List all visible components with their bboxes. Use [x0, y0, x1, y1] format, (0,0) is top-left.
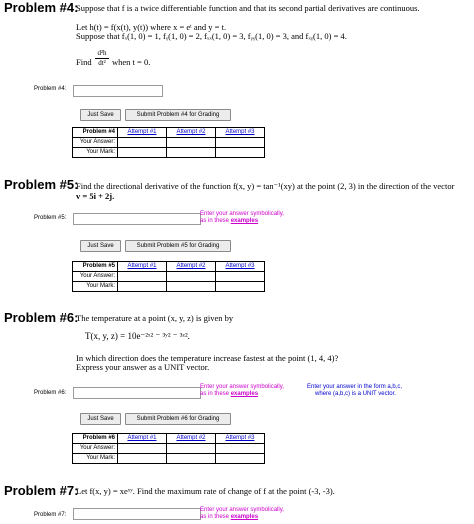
problem-6-answer-input[interactable]	[73, 387, 201, 399]
problem-6-save-button[interactable]: Just Save	[80, 413, 121, 425]
problem-6-format-hint-line1: Enter your answer in the form a,b,c,	[307, 384, 403, 390]
problem-4-heading: Problem #4:	[4, 0, 79, 15]
problem-5-save-button[interactable]: Just Save	[80, 240, 121, 252]
problem-4-suppose-line: Suppose that fₓ(1, 0) = 1, fᵧ(1, 0) = 2, fₓₓ(1, 0) = 3, fᵧᵧ(1, 0) = 3, and fₓᵧ(1, 0) = 4.	[76, 31, 347, 41]
problem-5-hint-prefix: as in these	[200, 218, 231, 224]
problem-5-table-header: Problem #5	[73, 262, 118, 272]
problem-5-vector: v = 5i + 2j.	[76, 191, 115, 201]
problem-6-mark-cell-1	[118, 454, 167, 464]
problem-4-intro: Suppose that f is a twice differentiable function and that its second partial derivatives are continuous.	[76, 3, 420, 13]
problem-6-attempt-3-link[interactable]: Attempt #3	[216, 434, 265, 444]
problem-6-attempts-table	[72, 433, 265, 464]
problem-4-attempts-table	[72, 127, 265, 158]
problem-4-attempt-2-link[interactable]: Attempt #2	[167, 128, 216, 138]
problem-7-question: Let f(x, y) = xeˣʸ. Find the maximum rate of change of f at the point (-3, -3).	[76, 486, 335, 496]
problem-6-question-line1: In which direction does the temperature increase fastest at the point (1, 4, 4)?	[76, 353, 339, 363]
problem-4-table-header: Problem #4	[73, 128, 118, 138]
problem-4-attempt-3-link[interactable]: Attempt #3	[216, 128, 265, 138]
problem-6-label: Problem #6:	[34, 390, 67, 396]
problem-6-format-hint-line2: where (a,b,c) is a UNIT vector.	[315, 391, 396, 397]
problem-6-formula: T(x, y, z) = 10e⁻²ˣ² ⁻ ³ʸ² ⁻ ³ᶻ².	[85, 331, 190, 341]
problem-6-heading: Problem #6:	[4, 310, 79, 325]
problem-6-examples-link[interactable]: examples	[230, 391, 259, 397]
problem-7-hint-prefix: as in these	[200, 514, 231, 520]
problem-5-submit-button[interactable]: Submit Problem #5 for Grading	[125, 240, 231, 252]
problem-5-answer-cell-3	[216, 272, 265, 282]
problem-6-hint-line1: Enter your answer symbolically,	[200, 384, 284, 390]
problem-5-your-answer-label: Your Answer:	[73, 272, 118, 282]
problem-4-mark-cell-1	[118, 148, 167, 158]
problem-5-label: Problem #5:	[34, 215, 67, 221]
problem-6-your-answer-label: Your Answer:	[73, 444, 118, 454]
problem-7-hint	[200, 507, 284, 521]
problem-6-answer-cell-3	[216, 444, 265, 454]
problem-5-mark-cell-3	[216, 282, 265, 292]
problem-4-your-answer-label: Your Answer:	[73, 138, 118, 148]
problem-4-answer-cell-1	[118, 138, 167, 148]
problem-6-answer-cell-1	[118, 444, 167, 454]
problem-5-your-mark-label: Your Mark:	[73, 282, 118, 292]
problem-7-examples-link[interactable]: examples	[230, 514, 259, 520]
problem-7-hint-line1: Enter your answer symbolically,	[200, 507, 284, 513]
problem-4-submit-button[interactable]: Submit Problem #4 for Grading	[125, 109, 231, 121]
problem-4-fraction-denominator: dt²	[98, 59, 106, 67]
problem-4-find-suffix: when t = 0.	[112, 57, 151, 67]
problem-6-hint	[200, 384, 284, 398]
problem-4-answer-cell-3	[216, 138, 265, 148]
problem-6-hint-line2	[200, 391, 284, 398]
problem-4-mark-cell-3	[216, 148, 265, 158]
problem-6-table-header: Problem #6	[73, 434, 118, 444]
problem-4-label: Problem #4:	[34, 86, 67, 92]
problem-5-examples-link[interactable]: examples	[230, 218, 259, 224]
problem-6-submit-button[interactable]: Submit Problem #6 for Grading	[125, 413, 231, 425]
problem-5-attempt-1-link[interactable]: Attempt #1	[118, 262, 167, 272]
problem-4-attempt-1-link[interactable]: Attempt #1	[118, 128, 167, 138]
problem-6-hint-prefix: as in these	[200, 391, 231, 397]
problem-6-attempt-2-link[interactable]: Attempt #2	[167, 434, 216, 444]
problem-6-question-line2: Express your answer as a UNIT vector.	[76, 362, 210, 372]
problem-6-mark-cell-2	[167, 454, 216, 464]
problem-5-question: Find the directional derivative of the function f(x, y) = tan⁻¹(xy) at the point (2, 3) in the direction of the vector	[76, 181, 455, 191]
problem-7-hint-line2	[200, 514, 284, 521]
problem-5-attempts-table	[72, 261, 265, 292]
problem-5-hint	[200, 211, 284, 225]
problem-5-hint-line2	[200, 218, 284, 225]
problem-5-answer-cell-1	[118, 272, 167, 282]
problem-7-answer-input[interactable]	[73, 508, 201, 520]
problem-5-answer-cell-2	[167, 272, 216, 282]
problem-5-heading: Problem #5:	[4, 177, 79, 192]
problem-4-your-mark-label: Your Mark:	[73, 148, 118, 158]
problem-5-answer-input[interactable]	[73, 213, 201, 225]
problem-5-attempt-3-link[interactable]: Attempt #3	[216, 262, 265, 272]
problem-6-answer-cell-2	[167, 444, 216, 454]
problem-6-your-mark-label: Your Mark:	[73, 454, 118, 464]
problem-6-format-hint	[307, 384, 402, 398]
problem-4-save-button[interactable]: Just Save	[80, 109, 121, 121]
problem-4-answer-input[interactable]	[73, 85, 163, 97]
problem-4-fraction-numerator: d²h	[97, 49, 107, 57]
problem-7-label: Problem #7:	[34, 512, 67, 518]
problem-7-heading: Problem #7:	[4, 483, 79, 498]
problem-4-find-prefix: Find	[76, 57, 92, 67]
problem-4-mark-cell-2	[167, 148, 216, 158]
problem-6-attempt-1-link[interactable]: Attempt #1	[118, 434, 167, 444]
problem-5-mark-cell-2	[167, 282, 216, 292]
problem-5-mark-cell-1	[118, 282, 167, 292]
problem-6-mark-cell-3	[216, 454, 265, 464]
problem-4-answer-cell-2	[167, 138, 216, 148]
problem-4-let-line: Let h(t) = f(x(t), y(t)) where x = eᵗ and y = t.	[76, 22, 227, 32]
problem-6-intro: The temperature at a point (x, y, z) is given by	[76, 313, 234, 323]
problem-5-hint-line1: Enter your answer symbolically,	[200, 211, 284, 217]
problem-5-attempt-2-link[interactable]: Attempt #2	[167, 262, 216, 272]
